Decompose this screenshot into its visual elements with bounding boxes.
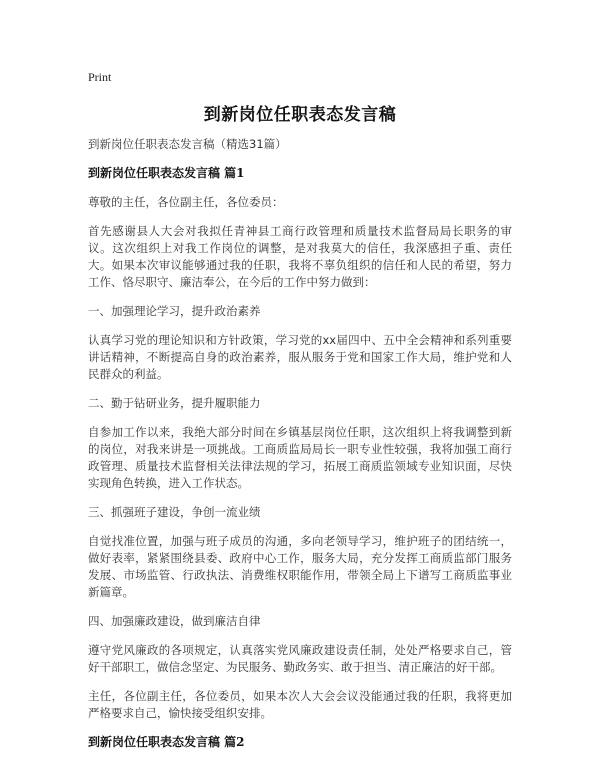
point-body-4: 遵守党风廉政的各项规定，认真落实党风廉政建设责任制，处处严格要求自己，管好干部职工，做信念坚定、为民服务、勤政务实、敢于担当、清正廉洁的好干部。 — [88, 643, 512, 674]
point-body-1: 认真学习党的理论知识和方针政策，学习党的xx届四中、五中全会精神和系列重要讲话精神，不断提高自身的政治素养，服从服务于党和国家工作大局，维护党和人民群众的利益。 — [88, 333, 512, 381]
print-link[interactable]: Print — [88, 70, 112, 84]
point-body-2: 自参加工作以来，我绝大部分时间在乡镇基层岗位任职，这次组织上将我调整到新的岗位，对我来讲是一项挑战。工商质监局局长一职专业性较强，我将加强工商行政管理、质量技术监督相关法律法规的学习，拓展工商质监领域专业知识面，尽快实现角色转换，进入工作状态。 — [88, 425, 512, 490]
section-heading-2: 到新岗位任职表态发言稿 篇2 — [88, 735, 245, 749]
document-title: 到新岗位任职表态发言稿 — [203, 105, 397, 125]
point-body-3: 自觉找准位置，加强与班子成员的沟通，多向老领导学习，维护班子的团结统一，做好表率，紧紧围绕县委、政府中心工作，服务大局，充分发挥工商质监部门服务发展、市场监管、行政执法、消费维权职能作用，带领全局上下谱写工商质监事业新篇章。 — [88, 534, 512, 599]
point-heading-1: 一、加强理论学习，提升政治素养 — [88, 304, 261, 318]
point-heading-4: 四、加强廉政建设，做到廉洁自律 — [88, 614, 261, 628]
point-heading-3: 三、抓强班子建设，争创一流业绩 — [88, 505, 261, 519]
point-heading-2: 二、勤于钻研业务，提升履职能力 — [88, 396, 261, 410]
section-heading-1: 到新岗位任职表态发言稿 篇1 — [88, 166, 245, 180]
salutation: 尊敬的主任，各位副主任，各位委员： — [88, 195, 284, 209]
intro-paragraph: 首先感谢县人大会对我拟任青神县工商行政管理和质量技术监督局局长职务的审议。这次组织上对我工作岗位的调整，是对我莫大的信任，我深感担子重、责任大。如果本次审议能够通过我的任职，我将不辜负组织的信任和人民的希望，努力工作、恪尽职守、廉洁奉公，在今后的工作中努力做到： — [88, 224, 512, 289]
document-body — [88, 136, 512, 763]
closing-paragraph: 主任，各位副主任，各位委员，如果本次人大会会议没能通过我的任职，我将更加严格要求自己，愉快接受组织安排。 — [88, 689, 512, 720]
document-subtitle: 到新岗位任职表态发言稿（精选31篇） — [88, 137, 287, 151]
